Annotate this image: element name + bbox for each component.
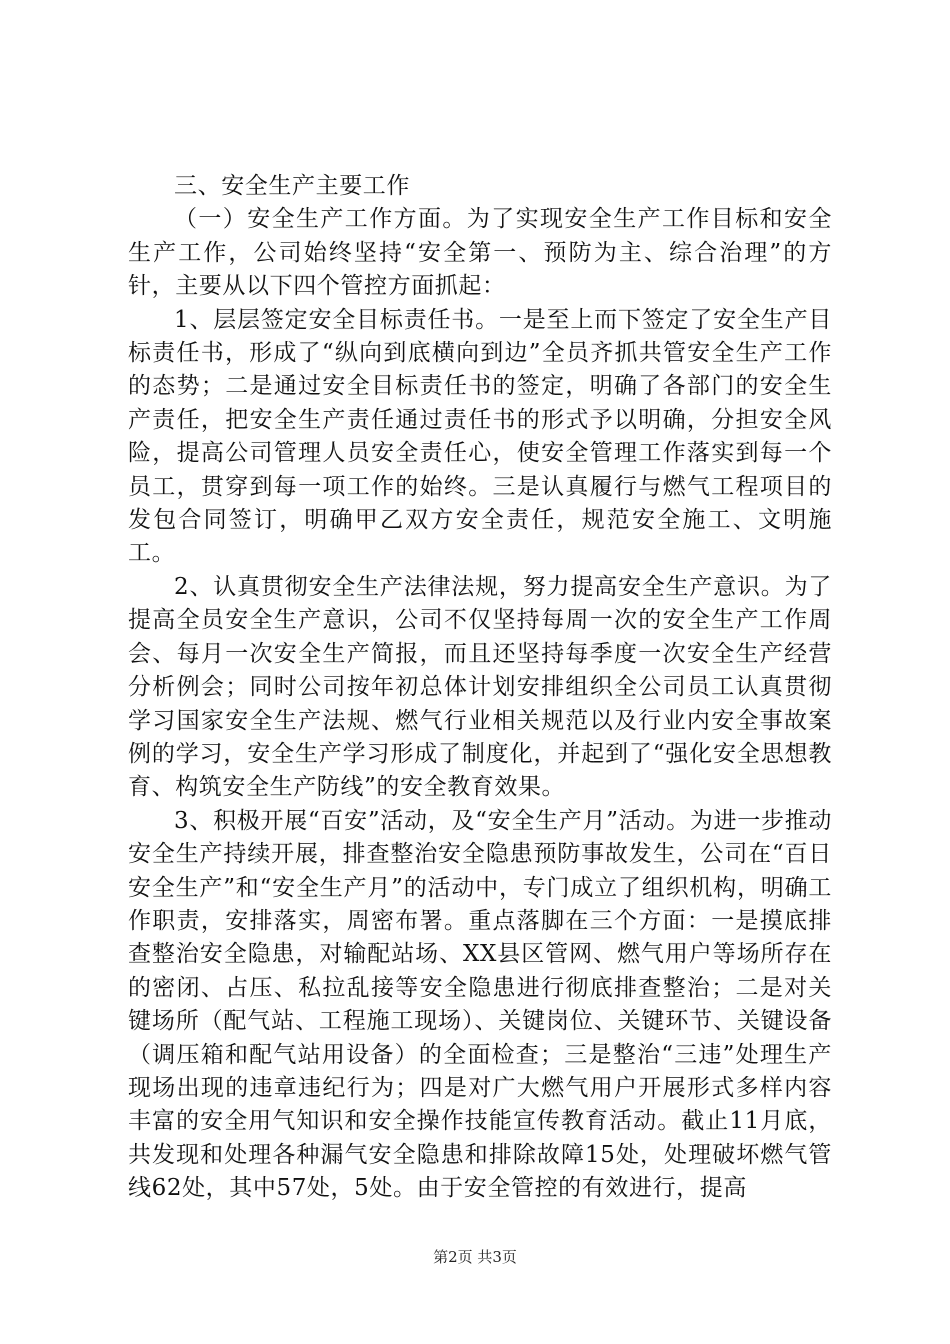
page-number-footer: 第2页 共3页 (433, 1248, 517, 1266)
document-body (128, 170, 832, 1206)
paragraph-responsibility-letters: 1、层层签定安全目标责任书。一是至上而下签定了安全生产目标责任书，形成了“纵向到底横向到边”全员齐抓共管安全生产工作的态势；二是通过安全目标责任书的签定，明确了各部门的安全生产责任，把安全生产责任通过责任书的形式予以明确，分担安全风险，提高公司管理人员安全责任心，使安全管理工作落实到每一个员工，贯穿到每一项工作的始终。三是认真履行与燃气工程项目的发包合同签订，明确甲乙双方安全责任，规范安全施工、文明施工。 (128, 306, 832, 567)
paragraph-laws-regulations: 2、认真贯彻安全生产法律法规，努力提高安全生产意识。为了提高全员安全生产意识，公司不仅坚持每周一次的安全生产工作周会、每月一次安全生产简报，而且还坚持每季度一次安全生产经营分析例会；同时公司按年初总体计划安排组织全公司员工认真贯彻学习国家安全生产法规、燃气行业相关规范以及行业内安全事故案例的学习，安全生产学习形成了制度化，并起到了“强化安全思想教育、构筑安全生产防线”的安全教育效果。 (128, 573, 832, 801)
section-heading: 三、安全生产主要工作 (174, 173, 410, 199)
paragraph-safety-activities: 3、积极开展“百安”活动，及“安全生产月”活动。为进一步推动安全生产持续开展，排查整治安全隐患预防事故发生，公司在“百日安全生产”和“安全生产月”的活动中，专门成立了组织机构，明确工作职责，安排落实，周密布署。重点落脚在三个方面：一是摸底排查整治安全隐患，对输配站场、XX县区管网、燃气用户等场所存在的密闭、占压、私拉乱接等安全隐患进行彻底排查整治；二是对关键场所（配气站、工程施工现场）、关键岗位、关键环节、关键设备（调压箱和配气站用设备）的全面检查；三是整治“三违”处理生产现场出现的违章违纪行为；四是对广大燃气用户开展形式多样内容丰富的安全用气知识和安全操作技能宣传教育活动。截止11月底，共发现和处理各种漏气安全隐患和排除故障15处，处理破坏燃气管线62处，其中57处，5处。由于安全管控的有效进行，提高 (128, 807, 832, 1202)
paragraph-safety-overview: （一）安全生产工作方面。为了实现安全生产工作目标和安全生产工作，公司始终坚持“安全第一、预防为主、综合治理”的方针，主要从以下四个管控方面抓起： (128, 206, 832, 300)
